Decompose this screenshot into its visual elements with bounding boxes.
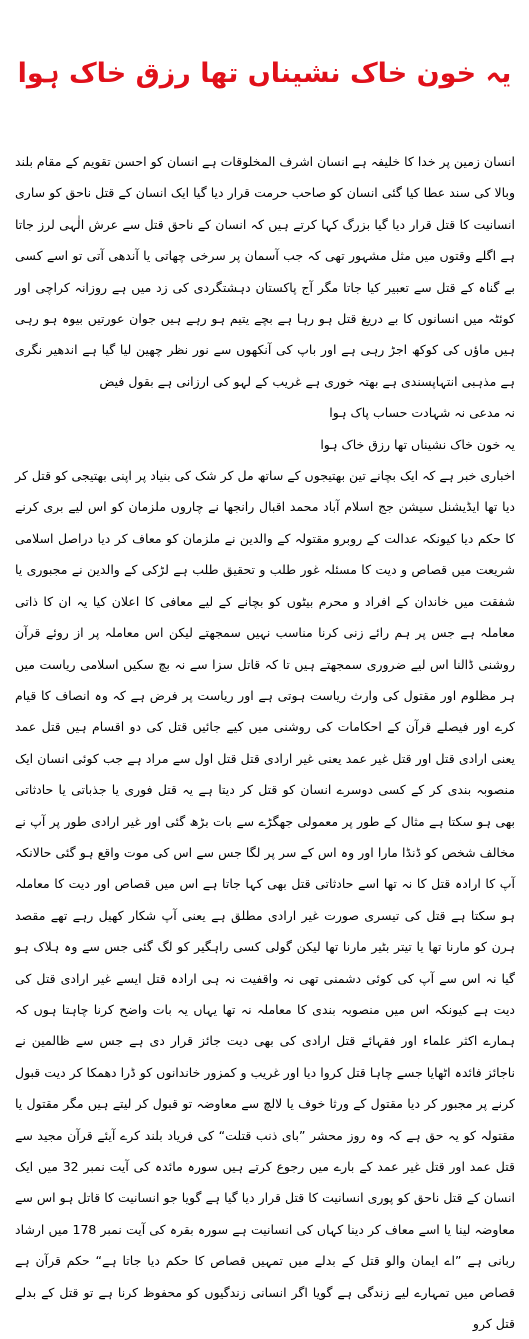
- poem-line-2: یہ خون خاک نشیناں تھا رزق خاک ہوا: [320, 436, 515, 452]
- poem-line-1: نہ مدعی نہ شہادت حساب پاک ہوا: [329, 405, 515, 421]
- main-paragraph: اخباری خبر ہے کہ ایک بچانے تین بھتیجوں کے ساتھ مل کر شک کی بنیاد پر اپنی بھتیجی کو قتل کر دیا تھا ایڈیشنل سیشن جج اسلام آباد محمد اقبال رانجھا نے چاروں ملزمان کو اس لیے بری کرنے کا حکم دیا کیونکہ عدالت کے روبرو مقتولہ کے والدین نے ملزمان کو معاف کر دیا دراصل اسلامی شریعت میں قصاص و دیت کا مسئلہ غور طلب و تحقیق طلب ہے لڑکی کے والدین نے مجبوری یا شفقت میں خاندان کے افراد و محرم بیٹوں کو بچانے کے لیے معافی کا اعلان کیا یہ ان کا ذاتی معاملہ ہے جس پر ہم رائے زنی کرنا مناسب نہیں سمجھتے لیکن اس معاملہ پر از روئے قرآن روشنی ڈالنا اس لیے ضروری سمجھتے ہیں تا کہ قاتل سزا سے نہ بچ سکیں اسلامی ریاست میں ہر مظلوم اور مقتول کی وارث ریاست ہوتی ہے اور ریاست پر فرض ہے کہ وہ انصاف کا قیام کرے اور فیصلے قرآن کے احکامات کی روشنی میں کیے جائیں قتل کی دو اقسام ہیں قتل عمد یعنی ارادی قتل اور قتل غیر عمد یعنی غیر ارادی قتل قتل اول سے مراد ہے جب کوئی انسان ایک منصوبہ بندی کر کے کسی دوسرے انسان کو قتل کر دیتا ہے یہ قتل فوری یا جذباتی یا حادثاتی بھی ہو سکتا ہے مثال کے طور پر معمولی جھگڑے سے بات بڑھ گئی اور غیر ارادی طور پر آپ نے مخالف شخص کو ڈنڈا مارا اور وہ اس کے سر پر لگا جس سے اس کی موت واقع ہو گئی حالانکہ آپ کا ارادہ قتل کا نہ تھا اسے حادثاتی قتل بھی کہا جاتا ہے اس میں قصاص اور دیت کا معاملہ ہو سکتا ہے قتل کی تیسری صورت غیر ارادی مطلق ہے یعنی آپ شکار کھیل رہے تھے مقصد ہرن کو مارنا تھا یا تیتر بٹیر مارنا تھا لیکن گولی کسی راہگیر کو لگ گئی جس سے وہ ہلاک ہو گیا نہ اس سے آپ کی کوئی دشمنی تھی نہ واقفیت نہ ہی ارادہ قتل ایسے غیر ارادی قتل کی دیت ہے کیونکہ اس میں منصوبہ بندی کا معاملہ نہ تھا یہاں یہ بات واضح کرنا چاہتا ہوں کہ ہمارے اکثر علماء اور فقہائے قتل ارادی کی بھی دیت جائز قرار دی ہے جس سے ظالمین نے ناجائز فائدہ اٹھایا جسے چاہا قتل کروا دیا اور غریب و کمزور خاندانوں کو ڈرا دھمکا کر دیت قبول کرنے پر مجبور کر دیا مقتول کے ورثا خوف یا لالچ سے معاوضہ تو قبول کر لیتے ہیں مگر مقتول یا مقتولہ کو یہ حق ہے کہ وہ روز محشر ”بای ذنب قتلت“ کی فریاد بلند کرے آیئے قرآن مجید سے قتل عمد اور قتل غیر عمد کے بارے میں رجوع کرتے ہیں سورہ مائدہ کی آیت نمبر 32 میں ایک انسان کے قتل ناحق کو پوری انسانیت کا قتل قرار دیا گیا ہے گویا جو انسانیت کا قاتل ہو اس سے معاوضہ لینا یا اسے معاف کر دینا کہاں کی انسانیت ہے سورہ بقرہ کی آیت نمبر 178 میں ارشاد ربانی ہے ”اے ایمان والو قتل کے بدلے میں تمہیں قصاص کا حکم دیا جاتا ہے“ حکم قرآن ہے قصاص میں تمہارے لیے زندگی ہے گویا اگر انسانی زندگیوں کو محفوظ کرنا ہے تو قتل کے بدلے قتل کرو: [15, 468, 515, 1332]
- article-body: [15, 146, 515, 1339]
- article-title: یہ خون خاک نشیناں تھا رزق خاک ہوا: [17, 58, 512, 89]
- intro-paragraph: انسان زمین پر خدا کا خلیفہ ہے انسان اشرف المخلوقات ہے انسان کو احسن تقویم کے مقام بلند وبالا کی سند عطا کیا گئی انسان کو صاحب حرمت قرار دیا گیا ایک انسان کے قتل ناحق کو ساری انسانیت کا قتل قرار دیا گیا بزرگ کہا کرتے ہیں کہ انسان کے ناحق قتل سے عرش الٰہی لرز جاتا ہے اگلے وقتوں میں مثل مشہور تھی کہ جب آسمان پر سرخی چھاتی یا آندھی آتی تو اسے کسی بے گناہ کے قتل سے تعبیر کیا جاتا مگر آج پاکستان دہشتگردی کی زد میں ہے روزانہ کراچی اور کوئٹہ میں انسانوں کا بے دریغ قتل ہو رہا ہے بچے یتیم ہو رہے ہیں جوان عورتیں بیوہ ہو رہی ہیں ماؤں کی کوکھ اجڑ رہی ہے اور باپ کی آنکھوں سے نور نظر چھین لیا گیا ہے اندھیر نگری ہے مذہبی انتہاپسندی ہے بھتہ خوری ہے غریب کے لہو کی ارزانی ہے بقول فیض: [15, 154, 515, 389]
